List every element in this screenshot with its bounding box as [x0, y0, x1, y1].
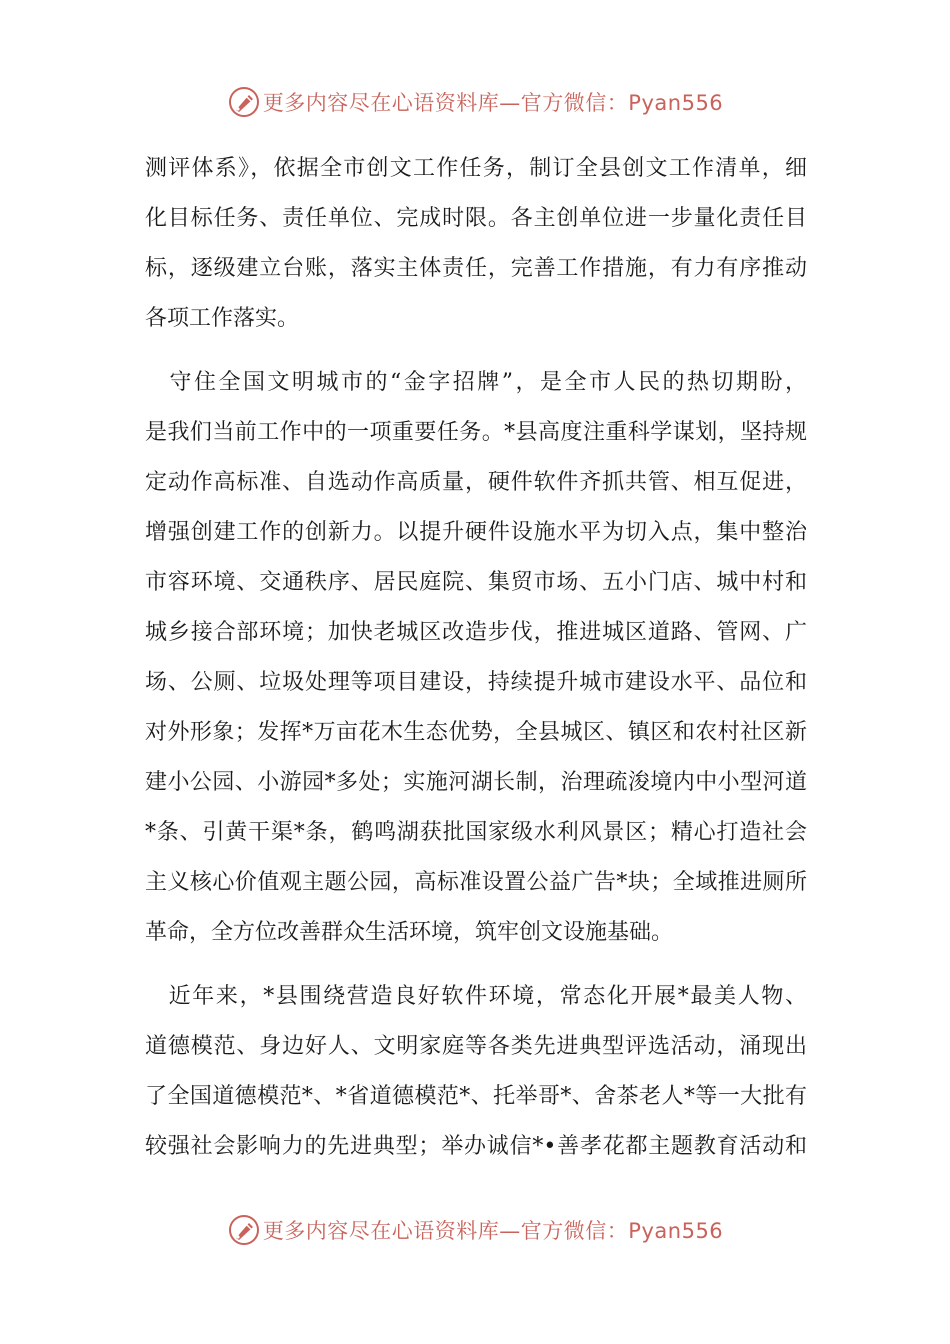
paragraph [145, 358, 807, 958]
text-line: 增强创建工作的创新力。以提升硬件设施水平为切入点，集中整治 [145, 520, 807, 545]
paragraph [145, 972, 807, 1172]
pen-nib-logo-icon [227, 1213, 261, 1247]
text-line: 近年来，*县围绕营造良好软件环境，常态化开展*最美人物、 [145, 984, 807, 1009]
text-line: 标，逐级建立台账，落实主体责任，完善工作措施，有力有序推动 [145, 256, 807, 281]
text-line: 城乡接合部环境；加快老城区改造步伐，推进城区道路、管网、广 [145, 620, 807, 645]
text-line: 守住全国文明城市的“金字招牌”，是全市人民的热切期盼， [145, 370, 807, 395]
watermark-text: 更多内容尽在心语资料库—官方微信：Pyan556 [262, 91, 724, 115]
text-line: 市容环境、交通秩序、居民庭院、集贸市场、五小门店、城中村和 [145, 570, 807, 595]
watermark-footer [0, 1210, 950, 1250]
text-line: 主义核心价值观主题公园，高标准设置公益广告*块；全域推进厕所 [145, 870, 807, 895]
document-body [145, 144, 807, 1172]
paragraph [145, 144, 807, 344]
text-line: 各项工作落实。 [145, 306, 300, 331]
text-line: 革命，全方位改善群众生活环境，筑牢创文设施基础。 [145, 920, 674, 945]
text-line: 较强社会影响力的先进典型；举办诚信*•善孝花都主题教育活动和 [145, 1134, 807, 1159]
watermark-text: 更多内容尽在心语资料库—官方微信：Pyan556 [262, 1219, 724, 1243]
pen-nib-logo-icon [227, 85, 261, 119]
text-line: 建小公园、小游园*多处；实施河湖长制，治理疏浚境内中小型河道 [145, 770, 807, 795]
text-line: 定动作高标准、自选动作高质量，硬件软件齐抓共管、相互促进， [145, 470, 807, 495]
text-line: 对外形象；发挥*万亩花木生态优势，全县城区、镇区和农村社区新 [145, 720, 807, 745]
text-line: 了全国道德模范*、*省道德模范*、托举哥*、舍茶老人*等一大批有 [145, 1084, 807, 1109]
text-line: 化目标任务、责任单位、完成时限。各主创单位进一步量化责任目 [145, 206, 807, 231]
watermark-header [0, 82, 950, 122]
text-line: 是我们当前工作中的一项重要任务。*县高度注重科学谋划，坚持规 [145, 420, 807, 445]
text-line: *条、引黄干渠*条，鹤鸣湖获批国家级水利风景区；精心打造社会 [145, 820, 807, 845]
text-line: 道德模范、身边好人、文明家庭等各类先进典型评选活动，涌现出 [145, 1034, 807, 1059]
text-line: 测评体系》，依据全市创文工作任务，制订全县创文工作清单，细 [145, 156, 807, 181]
text-line: 场、公厕、垃圾处理等项目建设，持续提升城市建设水平、品位和 [145, 670, 807, 695]
